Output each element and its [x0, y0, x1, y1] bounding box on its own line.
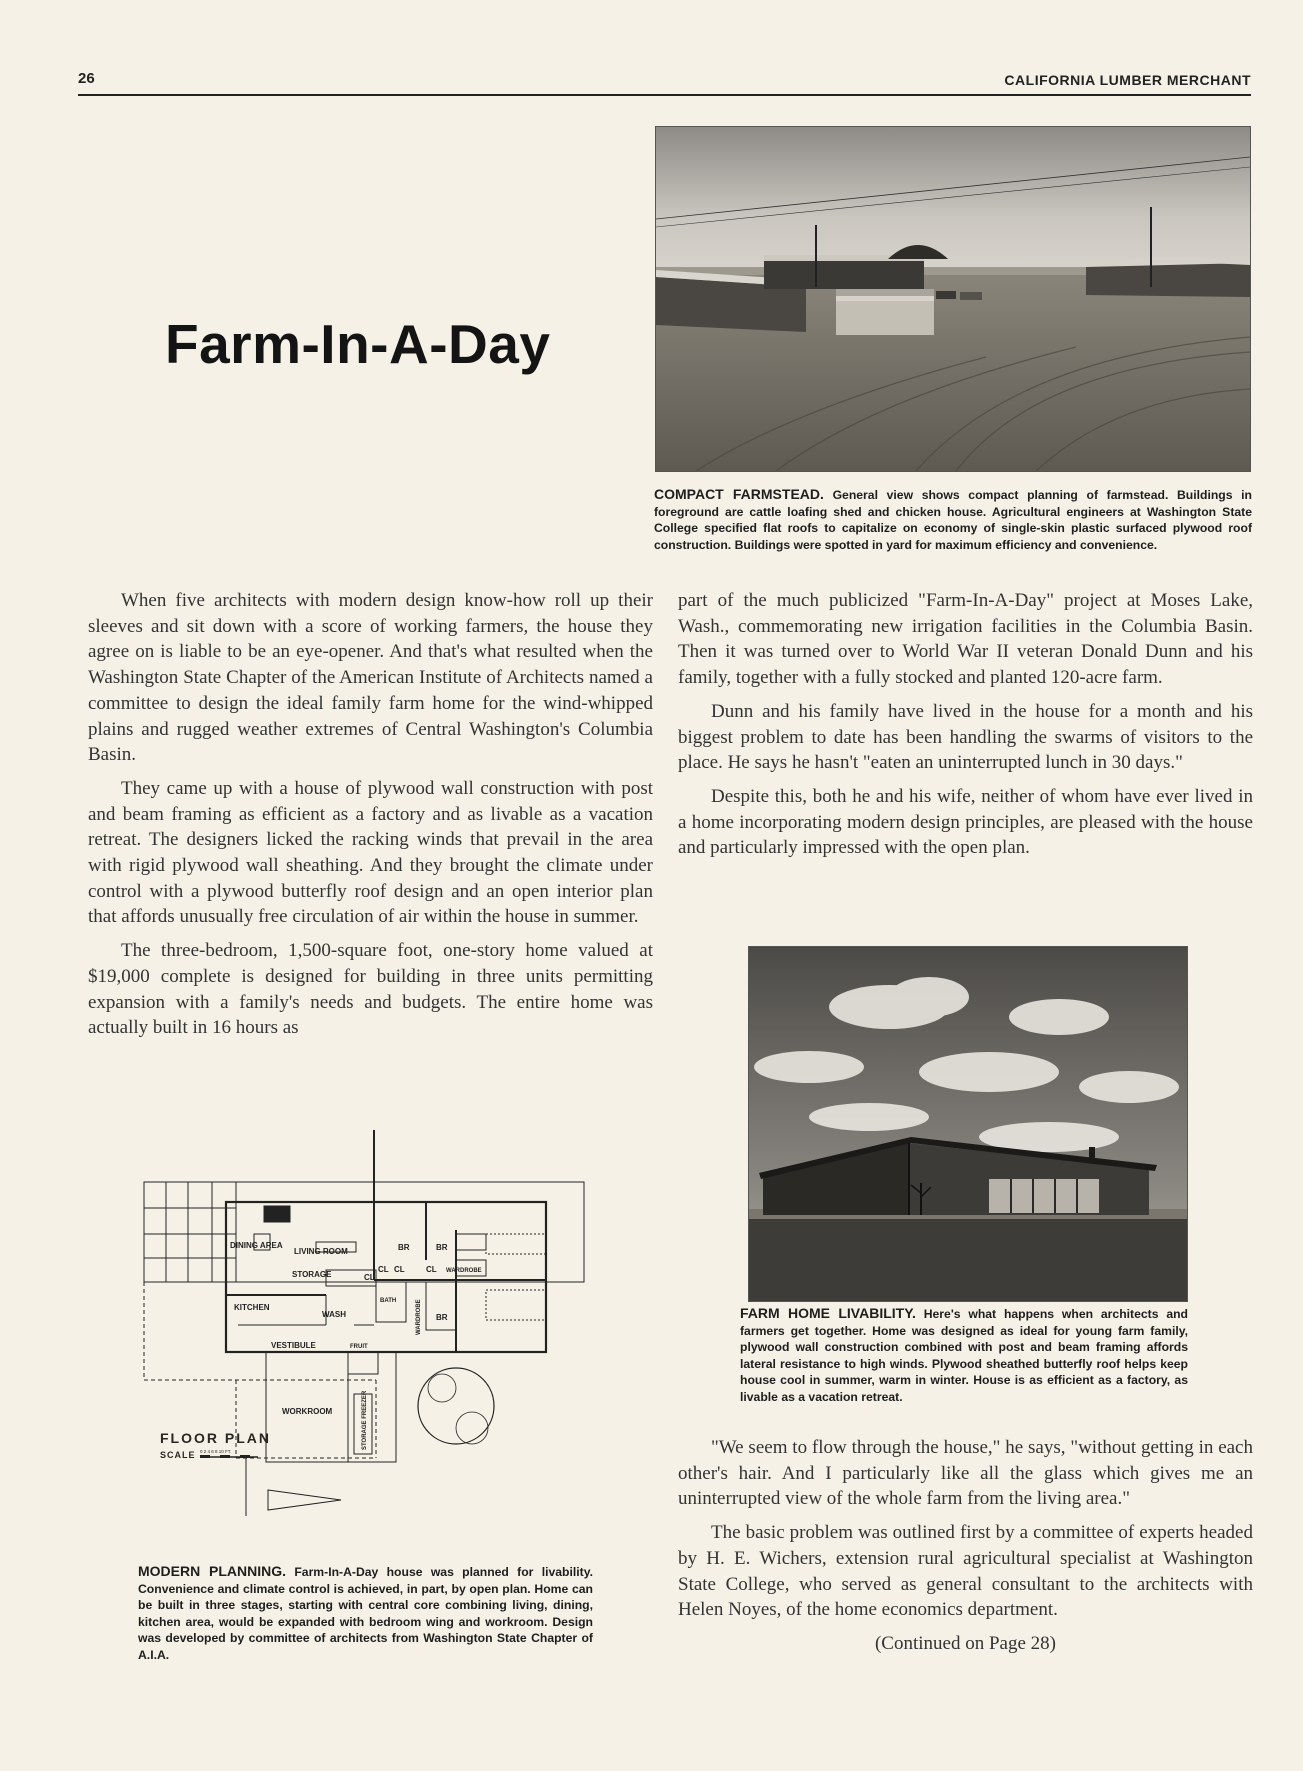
planning-caption [138, 1563, 593, 1663]
paragraph: Dunn and his family have lived in the house for a month and his biggest problem to date has been handling the swarms of visitors to the place. He says he hasn't "eaten an uninterrupted lunch in 30 days." [678, 700, 1253, 774]
caption-text: Here's what happens when architects and farmers get together. Home was designed as ideal for young farm family, plywood wall construction combined with post and beam framing affords lateral resistance to high winds. Plywood sheathed butterfly roof helps keep house cool in summer, warm in winter. House is as efficient as a factory, as livable as a vacation retreat. [740, 1307, 1188, 1404]
paragraph: "We seem to flow through the house," he says, "without getting in each other's hair. And I particularly like all the glass which gives me an uninterrupted view of the whole farm from the living area." [678, 1437, 1253, 1510]
room-label-dining: DINING AREA [230, 1241, 283, 1250]
floor-plan-drawing [126, 1130, 606, 1560]
caption-lead: COMPACT FARMSTEAD. [654, 486, 824, 502]
farm-house-photo [748, 946, 1188, 1302]
paragraph: They came up with a house of plywood wall construction with post and beam framing as efficient as a factory and as livable as a vacation retreat. The designers licked the racking winds that prevail in the area with rigid plywood wall sheathing. And they brought the climate under control with a plywood butterfly roof design and an open interior plan that affords unusually free circulation of air within the house in summer. [88, 777, 653, 928]
room-label-kitchen: KITCHEN [234, 1303, 270, 1312]
paragraph: When five architects with modern design know-how roll up their sleeves and sit down with a score of working farmers, the house they agree on is liable to be an eye-opener. And that's what resulted when the Washington State Chapter of the American Institute of Architects named a committee to design the ideal family farm home for the wind-whipped plains and rugged weather extremes of Central Washington's Columbia Basin. [88, 590, 653, 766]
room-label-closet: CL [364, 1273, 375, 1282]
floor-plan-scale-bar [200, 1447, 262, 1459]
continued-note: (Continued on Page 28) [874, 1632, 1056, 1654]
paragraph: Despite this, both he and his wife, neither of whom have ever lived in a home incorporating modern design principles, are pleased with the house and particularly impressed with the open plan. [678, 785, 1253, 859]
caption-text: Farm-In-A-Day house was planned for livability. Convenience and climate control is achieved, in part, by open plan. Home can be built in three stages, starting with central core combining living, dining, kitchen area, would be expanded with bedroom wing and workroom. Design was developed by committee of architects from Washington State Chapter of A.I.A. [138, 1565, 593, 1662]
room-label-closet: CL [394, 1265, 405, 1274]
room-label-fruit: FRUIT [350, 1344, 368, 1350]
room-label-living: LIVING ROOM [294, 1247, 348, 1256]
caption-text: General view shows compact planning of farmstead. Buildings in foreground are cattle loafing shed and chicken house. Agricultural engineers at Washington State College specified flat roofs to capitalize on economy of single-skin plastic surfaced plywood roof construction. Buildings were spotted in yard for maximum efficiency and convenience. [654, 488, 1252, 552]
article-column-right-top [678, 588, 1253, 869]
floor-plan-label: FLOOR PLAN [160, 1430, 271, 1446]
farmstead-photo [655, 126, 1251, 472]
room-label-closet: CL [378, 1265, 389, 1274]
room-label-bath: BATH [380, 1298, 397, 1304]
paragraph: part of the much publicized "Farm-In-A-Day" project at Moses Lake, Wash., commemorating new irrigation facilities in the Columbia Basin. Then it was turned over to World War II veteran Donald Dunn and his family, together with a fully stocked and planted 120-acre farm. [678, 590, 1253, 689]
article-title: Farm-In-A-Day [165, 313, 551, 375]
farmstead-caption [654, 486, 1252, 553]
page-number: 26 [78, 70, 95, 87]
caption-lead: MODERN PLANNING. [138, 1563, 287, 1579]
article-column-left [88, 588, 653, 1049]
room-label-wardrobe: WARDROBE [416, 1299, 422, 1335]
header-rule [78, 94, 1251, 96]
room-label-closet: CL [426, 1265, 437, 1274]
floor-plan-scale-label: SCALE [160, 1450, 196, 1460]
room-label-storage-freezer: STORAGE FREEZER [362, 1390, 368, 1450]
paragraph: The basic problem was outlined first by a committee of experts headed by H. E. Wichers, extension rural agricultural specialist at Washington State College, who served as general consultant to the architects with Helen Noyes, of the home economics department. [678, 1522, 1253, 1621]
floor-plan-scale-ticks: 0 2 4 6 8 10 FT. [200, 1449, 232, 1454]
room-label-br: BR [398, 1243, 410, 1252]
caption-lead: FARM HOME LIVABILITY. [740, 1305, 916, 1321]
room-label-wardrobe: WARDROBE [446, 1268, 482, 1274]
publication-name: CALIFORNIA LUMBER MERCHANT [1004, 72, 1251, 88]
room-label-br: BR [436, 1313, 448, 1322]
room-label-storage: STORAGE [292, 1270, 332, 1279]
article-column-right-bottom [678, 1435, 1253, 1665]
livability-caption [740, 1305, 1188, 1405]
room-label-vestibule: VESTIBULE [271, 1341, 316, 1350]
room-label-br: BR [436, 1243, 448, 1252]
room-label-workroom: WORKROOM [282, 1407, 333, 1416]
paragraph: The three-bedroom, 1,500-square foot, one-story home valued at $19,000 complete is designed for building in three units permitting expansion with a family's needs and budgets. The entire home was actually built in 16 hours as [88, 940, 653, 1039]
room-label-wash: WASH [322, 1310, 346, 1319]
